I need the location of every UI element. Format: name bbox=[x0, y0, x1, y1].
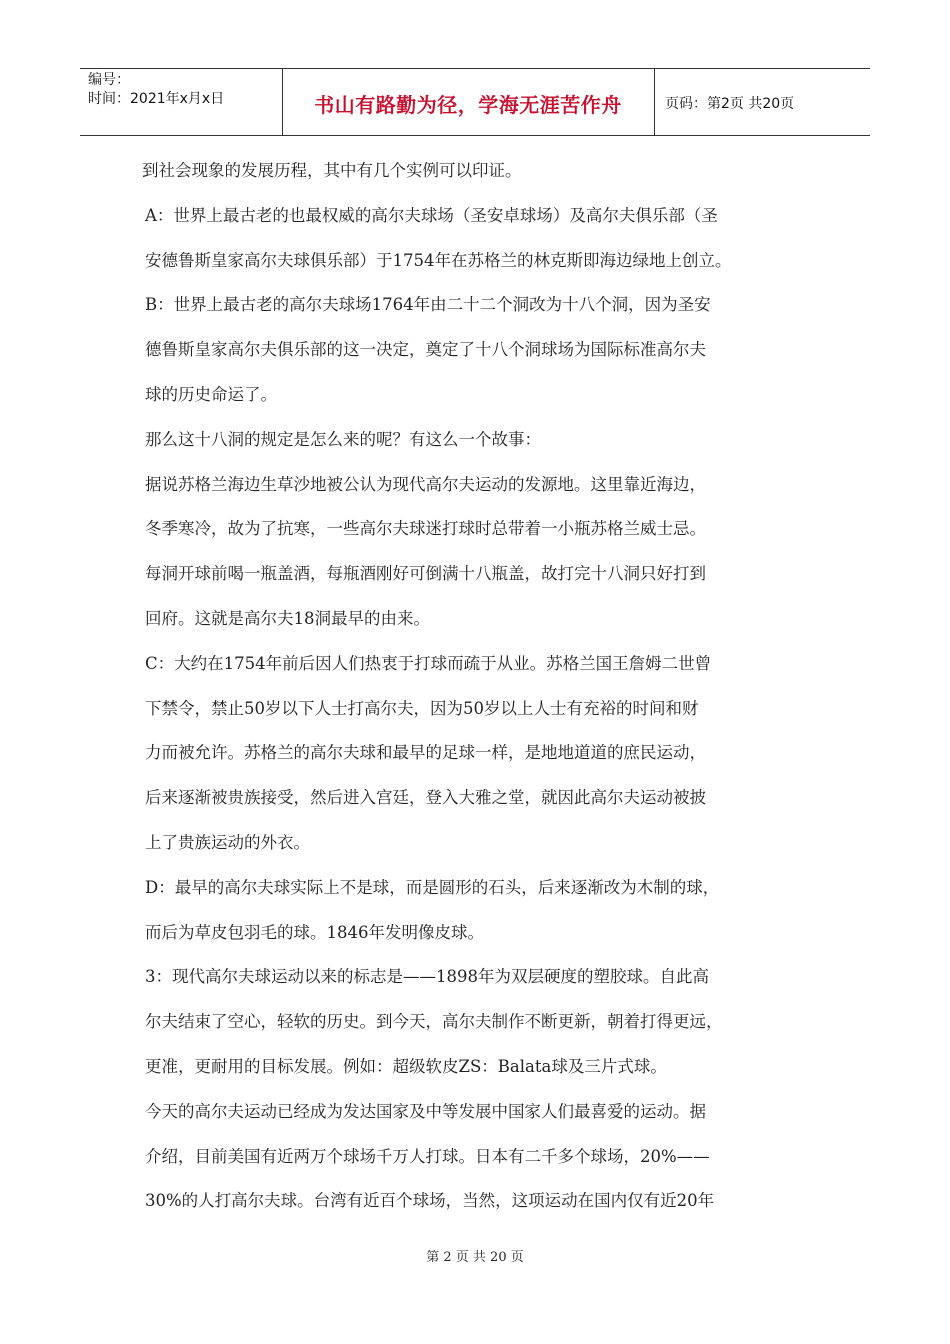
body-line: 更准，更耐用的目标发展。例如：超级软皮ZS：Balata球及三片式球。 bbox=[145, 1056, 667, 1076]
header-meta bbox=[88, 71, 224, 109]
body-line: B：世界上最古老的高尔夫球场1764年由二十二个洞改为十八个洞，因为圣安 bbox=[145, 295, 711, 315]
page-header bbox=[80, 68, 870, 136]
body-line: 到社会现象的发展历程，其中有几个实例可以印证。 bbox=[142, 161, 522, 180]
body-line: 据说苏格兰海边生草沙地被公认为现代高尔夫运动的发源地。这里靠近海边， bbox=[145, 474, 706, 494]
body-line: 尔夫结束了空心，轻软的历史。到今天，高尔夫制作不断更新，朝着打得更远， bbox=[145, 1012, 723, 1032]
body-line: 介绍，目前美国有近两万个球场千万人打球。日本有二千多个球场，20%—— bbox=[145, 1146, 710, 1166]
body-line: 上了贵族运动的外衣。 bbox=[145, 832, 310, 852]
body-line: 安德鲁斯皇家高尔夫球俱乐部）于1754年在苏格兰的林克斯即海边绿地上创立。 bbox=[145, 250, 732, 270]
header-divider-right bbox=[654, 69, 655, 135]
body-line: 30%的人打高尔夫球。台湾有近百个球场，当然，这项运动在国内仅有近20年 bbox=[145, 1191, 715, 1211]
body-line: 下禁令，禁止50岁以下人士打高尔夫，因为50岁以上人士有充裕的时间和财 bbox=[145, 698, 699, 718]
number-label: 编号： bbox=[88, 72, 130, 88]
page-footer: 第 2 页 共 20 页 bbox=[426, 1250, 524, 1265]
body-line: 而后为草皮包羽毛的球。1846年发明像皮球。 bbox=[145, 922, 484, 942]
header-page-label: 页码：第2页 共20页 bbox=[665, 96, 795, 112]
body-line: 那么这十八洞的规定是怎么来的呢？有这么一个故事： bbox=[145, 429, 541, 449]
body-line: C：大约在1754年前后因人们热衷于打球而疏于从业。苏格兰国王詹姆二世曾 bbox=[145, 653, 712, 673]
body-line: 每洞开球前喝一瓶盖酒，每瓶酒刚好可倒满十八瓶盖，故打完十八洞只好打到 bbox=[145, 564, 706, 584]
body-line: 回府。这就是高尔夫18洞最早的由来。 bbox=[145, 608, 430, 628]
body-line: 3：现代高尔夫球运动以来的标志是——1898年为双层硬度的塑胶球。自此高 bbox=[145, 967, 709, 987]
body-line: D：最早的高尔夫球实际上不是球，而是圆形的石头，后来逐渐改为木制的球， bbox=[145, 877, 720, 897]
body-line: 冬季寒冷，故为了抗寒，一些高尔夫球迷打球时总带着一小瓶苏格兰威士忌。 bbox=[145, 519, 706, 539]
body-line: 今天的高尔夫运动已经成为发达国家及中等发展中国家人们最喜爱的运动。据 bbox=[145, 1101, 706, 1121]
header-motto: 书山有路勤为径，学海无涯苦作舟 bbox=[314, 93, 622, 117]
body-line: 德鲁斯皇家高尔夫俱乐部的这一决定，奠定了十八个洞球场为国际标准高尔夫 bbox=[145, 340, 706, 360]
body-line: 球的历史命运了。 bbox=[145, 384, 277, 404]
body-line: 力而被允许。苏格兰的高尔夫球和最早的足球一样，是地地道道的庶民运动， bbox=[145, 743, 706, 763]
body-line: A：世界上最古老的也最权威的高尔夫球场（圣安卓球场）及高尔夫俱乐部（圣 bbox=[145, 205, 718, 225]
time-label: 时间：2021年x月x日 bbox=[88, 91, 225, 107]
document-body bbox=[142, 155, 825, 1230]
body-line: 后来逐渐被贵族接受，然后进入宫廷，登入大雅之堂，就因此高尔夫运动被披 bbox=[145, 788, 706, 808]
